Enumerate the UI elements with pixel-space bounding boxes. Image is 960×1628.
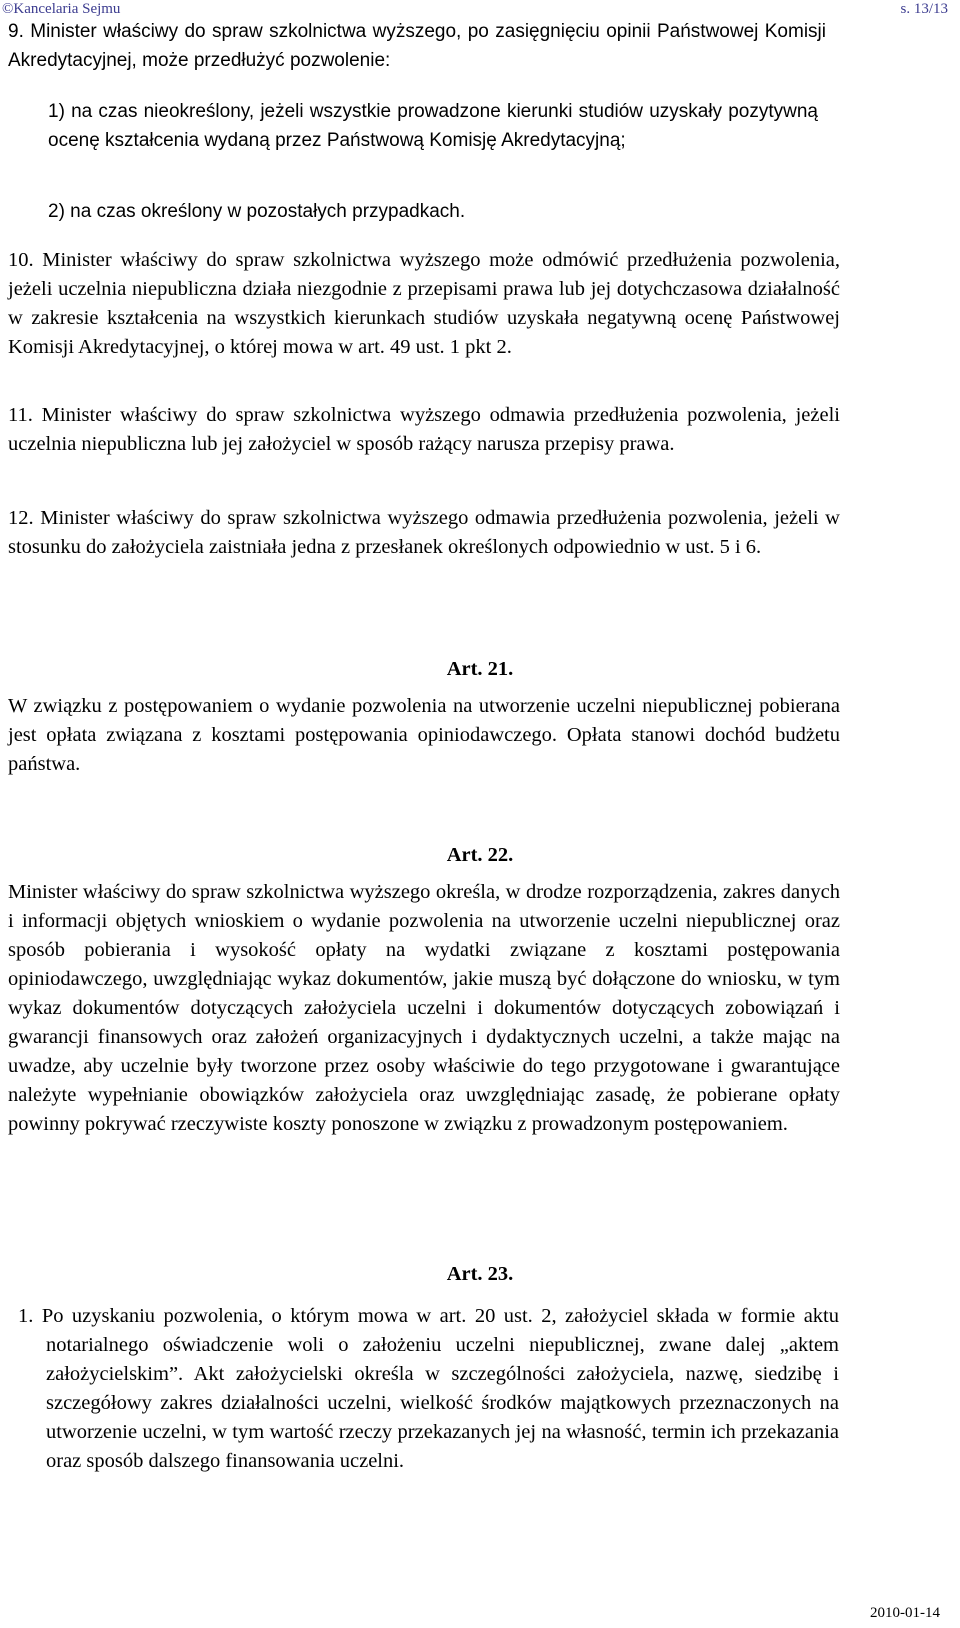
article-22-text: Minister właściwy do spraw szkolnictwa wyższego określa, w drodze rozporządzenia, zakres danych i informacji objętych wnioskiem o wydanie pozwolenia na utworzenie uczelni niepublicznej oraz sposób pobierania i wysokość opłaty na wydatki związane z kosztami postępowania opiniodawczego, uwzględniając wykaz dokumentów, jakie muszą być dołączone do wniosku, w tym wykaz dokumentów dotyczących założyciela uczelni i dokumentów dotyczących zobowiązań i gwarancji finansowych oraz założeń organizacyjnych i dydaktycznych uczelni, a także mając na uwadze, aby uczelnie były tworzone przez osoby właściwie do tego przygotowane i gwarantujące należyte wypełnianie obowiązków założyciela oraz uwzględniając zasadę, że pobierane opłaty powinny pokrywać rzeczywiste koszty ponoszone w związku z prowadzonym postępowaniem. — [8, 881, 840, 1135]
paragraph-9-item-1: 1) na czas nieokreślony, jeżeli wszystkie prowadzone kierunki studiów uzyskały pozytywną ocenę kształcenia wydaną przez Państwową Komisję Akredytacyjną; — [48, 101, 818, 151]
article-23-title: Art. 23. — [446, 1263, 514, 1285]
paragraph-9-item-2: 2) na czas określony w pozostałych przypadkach. — [48, 201, 466, 222]
paragraph-12: 12. Minister właściwy do spraw szkolnictwa wyższego odmawia przedłużenia pozwolenia, jeżeli w stosunku do założyciela zaistniała jedna z przesłanek określonych odpowiednio w ust. 5 i 6. — [8, 507, 840, 558]
paragraph-9-intro: 9. Minister właściwy do spraw szkolnictwa wyższego, po zasięgnięciu opinii Państwowej Komisji Akredytacyjnej, może przedłużyć pozwolenie: — [8, 21, 826, 71]
article-22-title: Art. 22. — [446, 844, 514, 866]
article-23-paragraph-1: 1. Po uzyskaniu pozwolenia, o którym mowa w art. 20 ust. 2, założyciel składa w formie aktu notarialnego oświadczenie woli o założeniu uczelni niepublicznej, zwane dalej „aktem założycielskim”. Akt założycielski określa w szczególności założyciela, nazwę, siedzibę i szczegółowy zakres działalności uczelni, wielkość środków majątkowych przeznaczonych na utworzenie uczelni, w tym wartość rzeczy przekazanych jej na własność, termin ich przekazania oraz sposób dalszego finansowania uczelni. — [18, 1305, 839, 1472]
article-21-title: Art. 21. — [446, 658, 514, 680]
paragraph-10: 10. Minister właściwy do spraw szkolnictwa wyższego może odmówić przedłużenia pozwolenia, jeżeli uczelnia niepubliczna działa niezgodnie z przepisami prawa lub jej dotychczasowa działalność w zakresie kształcenia na wszystkich kierunkach studiów uzyskała negatywną ocenę Państwowej Komisji Akredytacyjnej, o której mowa w art. 49 ust. 1 pkt 2. — [8, 249, 840, 358]
article-21-text: W związku z postępowaniem o wydanie pozwolenia na utworzenie uczelni niepublicznej pobierana jest opłata związana z kosztami postępowania opiniodawczego. Opłata stanowi dochód budżetu państwa. — [8, 695, 840, 775]
header-page-number: s. 13/13 — [900, 1, 948, 17]
header-copyright: ©Kancelaria Sejmu — [2, 1, 121, 17]
paragraph-11: 11. Minister właściwy do spraw szkolnictwa wyższego odmawia przedłużenia pozwolenia, jeżeli uczelnia niepubliczna lub jej założyciel w sposób rażący narusza przepisy prawa. — [8, 404, 840, 455]
footer-date: 2010-01-14 — [870, 1605, 940, 1621]
